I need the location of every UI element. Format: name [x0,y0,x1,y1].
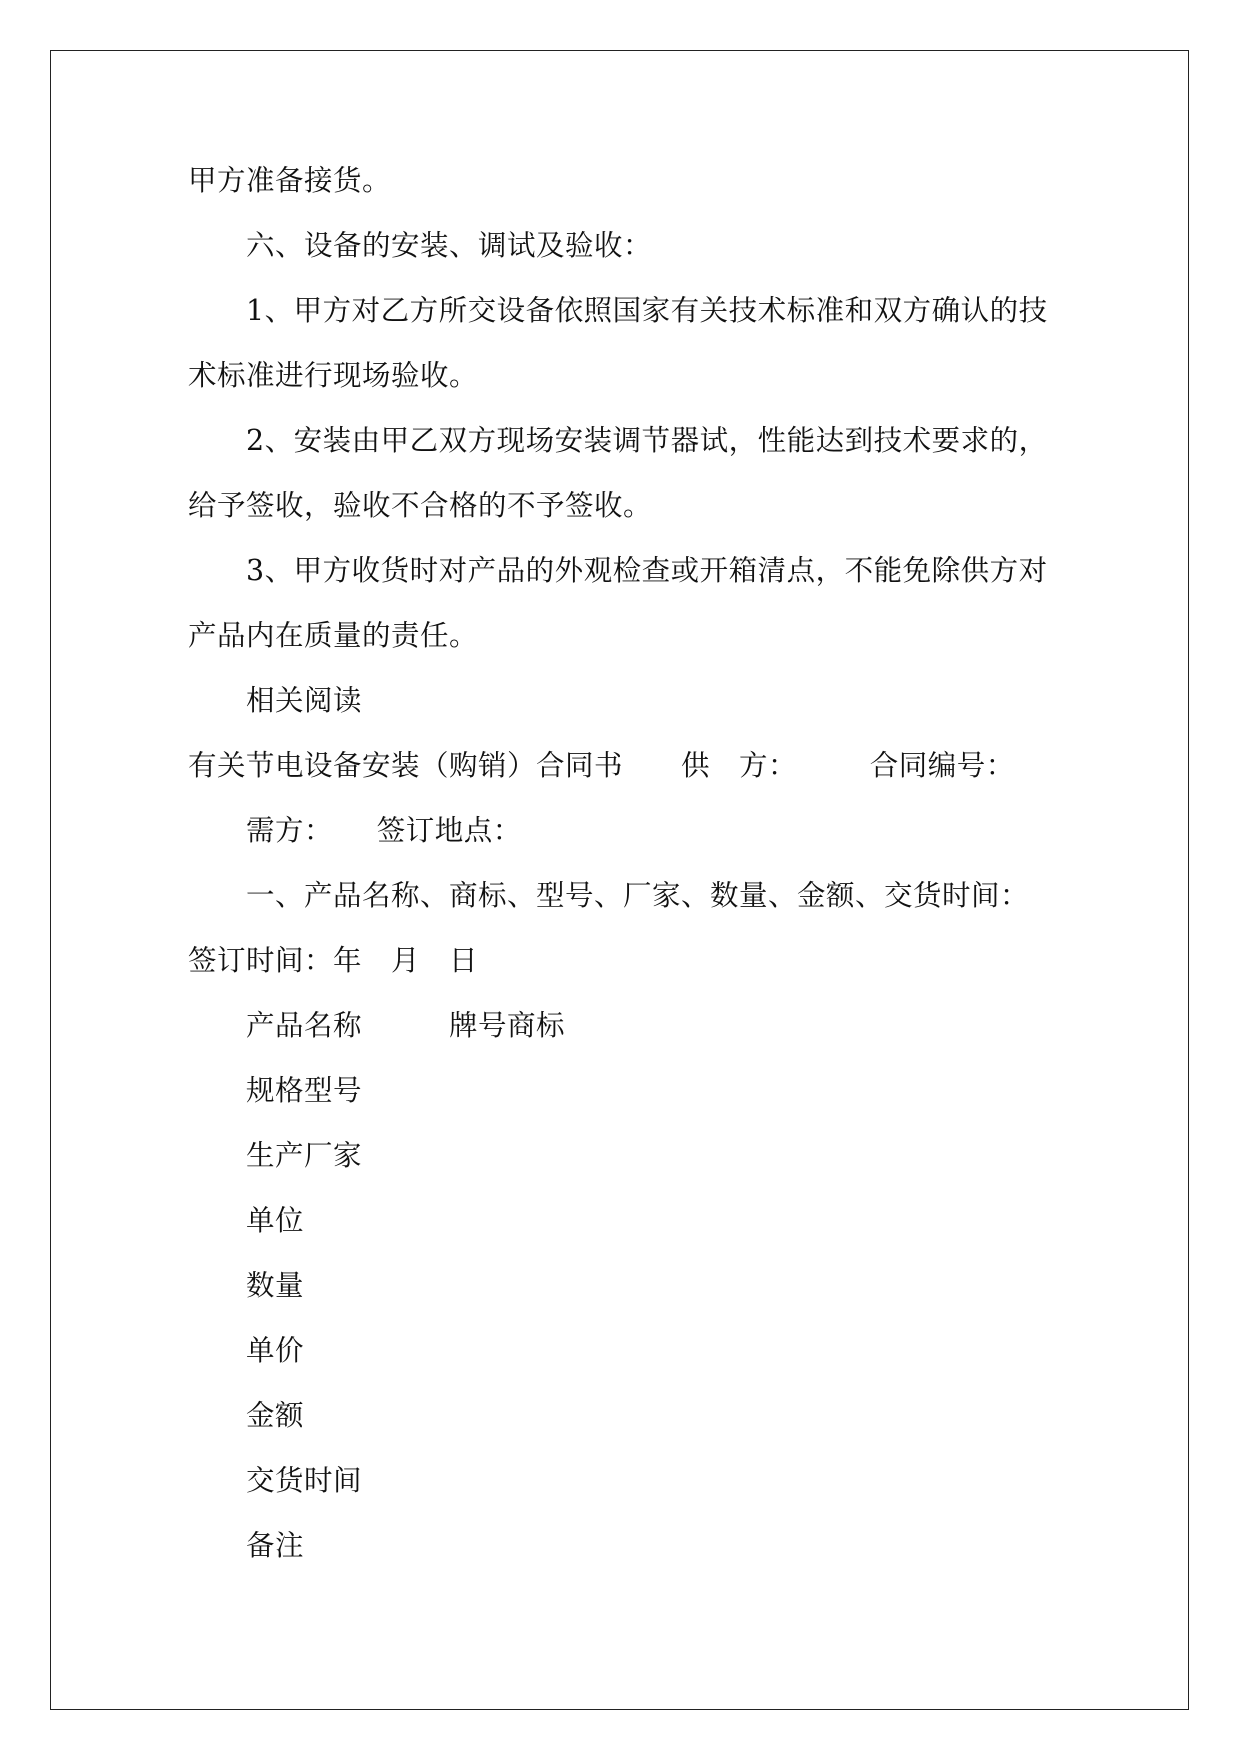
field-quantity: 数量 [246,1269,305,1302]
clause-3-line-1: 3、甲方收货时对产品的外观检查或开箱清点，不能免除供方对 [246,554,1048,587]
clause-2-line-2: 给予签收，验收不合格的不予签收。 [188,489,653,522]
field-unit-price: 单价 [246,1334,305,1367]
field-manufacturer: 生产厂家 [246,1139,363,1172]
section-heading-1: 一、产品名称、商标、型号、厂家、数量、金额、交货时间： [246,879,1030,912]
text-line-1: 甲方准备接货。 [188,164,392,197]
field-product-name-brand: 产品名称 牌号商标 [246,1009,566,1042]
section-heading-6: 六、设备的安装、调试及验收： [246,229,653,262]
contract-title-line: 有关节电设备安装（购销）合同书 供 方： 合同编号： [188,749,1015,782]
field-delivery-time: 交货时间 [246,1464,363,1497]
clause-2-line-1: 2、安装由甲乙双方现场安装调节器试，性能达到技术要求的， [246,424,1048,457]
clause-3-line-2: 产品内在质量的责任。 [188,619,479,652]
clause-1-line-2: 术标准进行现场验收。 [188,359,479,392]
field-unit: 单位 [246,1204,305,1237]
field-amount: 金额 [246,1399,305,1432]
field-spec-model: 规格型号 [246,1074,363,1107]
buyer-location-line: 需方： 签订地点： [246,814,522,847]
signing-date-line: 签订时间：年 月 日 [188,944,479,977]
clause-1-line-1: 1、甲方对乙方所交设备依照国家有关技术标准和双方确认的技 [246,294,1048,327]
field-remarks: 备注 [246,1529,305,1562]
related-reading-heading: 相关阅读 [246,684,363,717]
